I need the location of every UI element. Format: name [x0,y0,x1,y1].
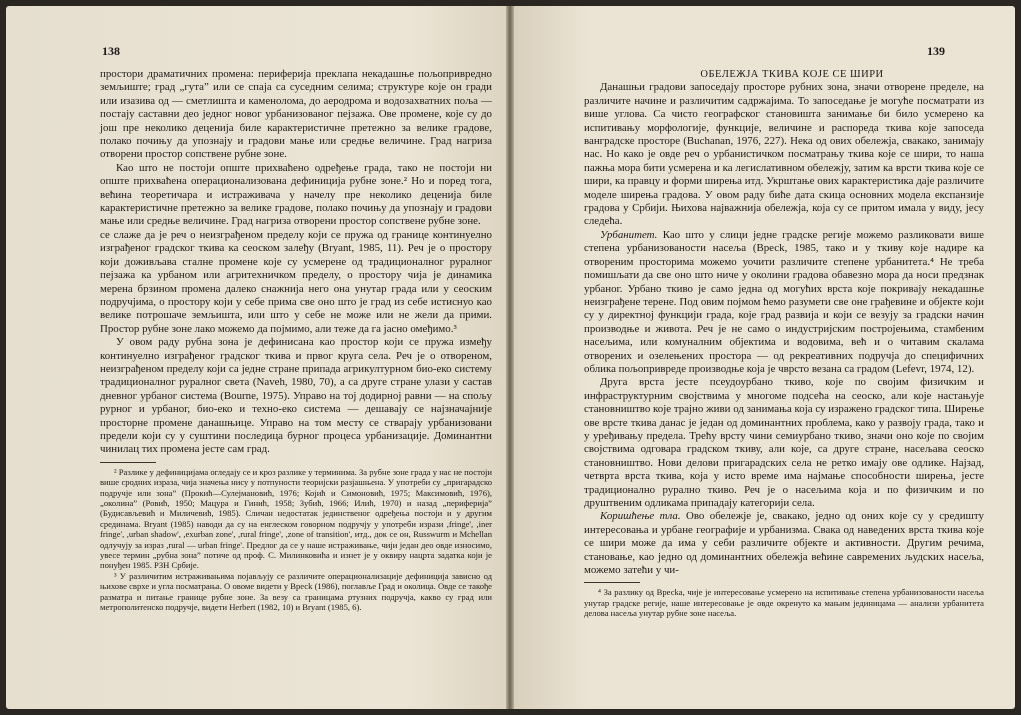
page-number: 139 [927,44,945,58]
book-gutter [506,6,514,709]
paragraph: простори драматичних промена: периферија преклапа некадашње пољопривредно земљиште; град „гута” или се спаја са суседним селима; структуре које он гради или изазива од — сметлишта и каменолома, до аеродрома и водозахватних поља — постају саставни део једног новог урбанизованог пејзажа. Ове промене, које су до још пре неколико деценија биле карактеристичне претежно за велике градове, полако почињу да упознају и градови мање или средње величине. Град нагриза отворени простор сопствене рубне зоне. [100,68,492,161]
paragraph: Као што не постоји опште прихваћено одређење града, тако не постоји ни опште прихваћена операционализована дефиниција рубне зоне.² Но и поред тога, већина теоретичара и истраживача у начелу пре неколико деценија биле карактеристичне претежно за велике градове, полако почињу да упознају и градови мање или средње величине. Град нагриза отворени простор сопствене рубне зоне. [100,161,492,228]
page-number: 138 [102,44,120,58]
right-text-column [584,68,984,619]
paragraph: се слаже да је реч о неизграђеном пределу који се пружа од границе континуелно изграђеног градског ткива ка сеоском залеђу (Bryant, 1985, 11). Реч је о простору који доживљава сталне промене које су усмерене од традиционалног руралног пејзажа ка урбаном или агритехничком пределу, о простору чија је динамика мерена брзином промена далеко снажнија него она унутар града или у сеоским подручјима, о простору који у себе прима све оно што је град из себе истиснуо као велике потрошаче земљишта, или што у себе не може или не жели да прими. Простор рубне зоне лако можемо да појмимо, али теже да га јасно омеђимо.³ [100,228,492,335]
paragraph: Коришћење тла. Ово обележје је, свакако, једно од оних које су у средишту интересовања и урбане географије и урбанизма. Свака од наведених врста ткива које се шири може да има у себи различите објекте и активности. Другим речима, становање, као једно од доминантних обележја већине савремених људских насеља, можемо затећи у чи- [584,510,984,577]
footnote-rule [100,462,156,463]
footnote: ³ У различитим истраживањима појављују се различите операционализације дефиниција зависно од њихове сврхе и угла посматрања. О овоме видети у Вресk (1986), поглавље Град и околица. Овде се такође разматра и питање границе рубне зоне. За везу са границама ртузних подручја, какво су град или метрополитенско подручје, видети Herbert (1982, 10) и Bryant (1985, 6). [100,570,492,613]
left-text-column [100,68,492,612]
paragraph: Урбанитет. Као што у слици једне градске регије можемо разликовати више степена урбанизованости насеља (Вресk, 1985, тако и у ткиву које надире ка отвореним просторима можемо уочити различите степене урбанитета.⁴ Не треба помишљати да све оно што ниче у околини градова обавезно мора да носи предзнак урбаног. Урбано ткиво је само једна од могућих врста које покривају некадашње неизграђене терене. Под овим појмом ћемо разумети све оне грађевине и објекте који су у директној функцији града, које град развија и који се везују за градски начин производње и живота. Реч је не само о индустријским постројењима, стамбеним насељима, или комуналним објектима и водовима, већ и о читавим скалама отворених и озелењених простора — од рекреативних подручја до специфичних облика пољопривреде производње која је чврсто везана са градом (Lefevr, 1974, 12). [584,228,984,375]
paragraph: Друга врста јесте псеудоурбано ткиво, које по својим физичким и инфраструктурним својствима у многоме подсећа на сеоско, али које настањује становништво које трајно живи од занимања која су изражено градског типа. Ширење ове врсте ткива данас је један од доминантних проблема, како у развоју града, тако и у уређивању предела. Трећу врсту чини семиурбано ткиво, значи оно које по својим својствима одговара градском ткиву, али које, са друге стране, насељава сеоско становништво. Нови делови пригарадских села не ретко имају ове одлике. Најзад, четврта врста ткива, која у исто време има најмање способности ширења, јесте традиционално рурално ткиво. Реч је о насељима која и по физичким и по друштвеним одликама припадају категорији села. [584,376,984,509]
right-page [514,6,1015,709]
footnotes [584,587,984,618]
footnote: ⁴ За разлику од Вресkа, чије је интересовање усмерено на испитивање степена урбанизованости насеља унутар градске регије, наше интересовање је овде окренуто ка мањим јединицама — анализи урбанитета делова насеља унутар рубне зоне насеља. [584,587,984,619]
italic-lead: Урбанитет. [600,228,658,241]
footnotes [100,467,492,613]
footnote: ² Разлике у дефиницијама огледају се и кроз разлике у терминима. За рубне зоне града у нас не постоји више сродних израза, чија значења нису у потпуности теоријски разјашњена. У употреби су „пригарадско подручје или зона” (Прокић—Сулејмановић, 1976; Којић и Симоновић, 1975; Максимовић, 1976), „околина” (Ровић, 1950; Мацура и Гинић, 1958; Зубић, 1966; Илић, 1970) и назад „периферија” (Будисављевић и Миличевић, 1985). Сличан недостатак јединственог одређења постоји и у другим срединама. Bryant (1985) наводи да су на енглеском говорном подручју у употреби изрази ,fringe', ,iner fringe', ,urban shadow', ,exurban zone', ,rural fringe', ,zone of transition', итд., док се он, Russwurm и Mchellan одлучују за израз ,rural — urban fringe'. Предлог да се у наше истраживање, чији један део овде износимо, увесе термин „рубна зона” потиче од проф. С. Милинковића и изнет је у оквиру нацрта задатка који је понуђен 1985. РЗН Србије. [100,466,492,571]
section-heading: ОБЕЛЕЖЈА ТКИВА КОЈЕ СЕ ШИРИ [700,69,884,80]
paragraph: Данашњи градови запоседају просторе рубних зона, значи отворене пределе, на различите начине и различитим садржајима. То запоседање је могуће посматрати из више углова. Са чисто географског становишта занимање би било усмерено ка испитивању морфологије, функције, величине и распореда ткива које запоседа ванградске просторе (Buchanan, 1976, 227). Нека од ових обележја, свакако, занимају нас. Но како је овде реч о урбанистичком посматрању ткива које се шири, то наша пажња мора бити усмерена и ка легислативном обележју, затим ка врсти ткива које се шири, ка правцу и форми ширења итд. Укрштање ових карактеристика даје различите моделе ширења градова. У овом раду биће дата скица основних модела експанзије градова у Србији. Њихова најважнија обележја, која су се притом имала у виду, јесу следећа. [584,81,984,228]
footnote-rule [584,582,640,583]
left-page [6,6,506,709]
italic-lead: Коришћење тла. [600,510,681,523]
paragraph: У овом раду рубна зона је дефинисана као простор који се пружа између континуелно изграђеног градског ткива и првог круга села. Реч је о отвореном, неизграђеном пределу који са једне стране припада агрикултурном био-еко систему традиционалног руралног света (Naveh, 1980, 70), а са друге стране улази у састав дневног урбаног система (Bourne, 1975). Управо на тој додирној равни — на спољу рурног и урбаног, био-еко и техно-еко система — дешавају се најзначајније просторне промене данашњице. Управо на том месту се стварају урбанизовани предели који су у суштини последица бурног процеса урбанизације. Доминантни чинилац тих промена јесте сам град. [100,336,492,456]
